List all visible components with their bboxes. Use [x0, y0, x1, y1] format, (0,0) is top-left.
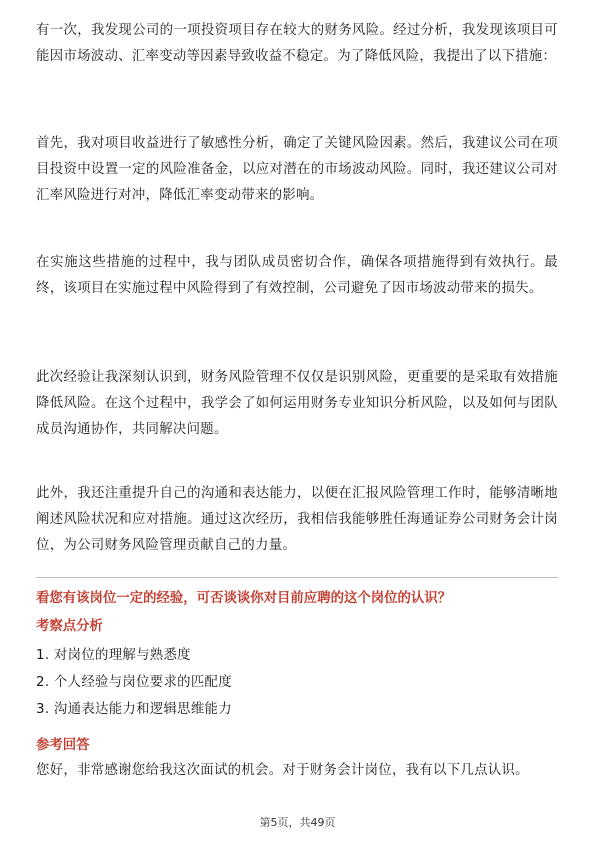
body-paragraph: 有一次，我发现公司的一项投资项目存在较大的财务风险。经过分析，我发现该项目可能因市场波动、汇率变动等因素导致收益不稳定。为了降低风险，我提出了以下措施：	[36, 23, 558, 64]
body-paragraph: 首先，我对项目收益进行了敏感性分析，确定了关键风险因素。然后，我建议公司在项目投资中设置一定的风险准备金，以应对潜在的市场波动风险。同时，我还建议公司对汇率风险进行对冲，降低汇率变动带来的影响。	[36, 136, 558, 203]
analysis-point: 3. 沟通表达能力和逻辑思维能力	[36, 702, 232, 717]
analysis-point: 1. 对岗位的理解与熟悉度	[36, 648, 191, 663]
page-number-footer: 第5页，共49页	[259, 816, 336, 829]
interview-question: 看您有该岗位一定的经验，可否谈谈你对目前应聘的这个岗位的认识？	[36, 591, 452, 606]
body-paragraph: 此外，我还注重提升自己的沟通和表达能力，以便在汇报风险管理工作时，能够清晰地阐述风险状况和应对措施。通过这次经历，我相信我能够胜任海通证券公司财务会计岗位，为公司财务风险管理贡献自己的力量。	[36, 486, 558, 553]
reference-answer-text: 您好，非常感谢您给我这次面试的机会。对于财务会计岗位，我有以下几点认识。	[36, 763, 529, 778]
reference-answer-heading: 参考回答	[36, 738, 90, 753]
analysis-heading: 考察点分析	[36, 619, 103, 634]
body-paragraph: 在实施这些措施的过程中，我与团队成员密切合作，确保各项措施得到有效执行。最终，该项目在实施过程中风险得到了有效控制，公司避免了因市场波动带来的损失。	[36, 255, 558, 296]
body-paragraph: 此次经验让我深刻认识到，财务风险管理不仅仅是识别风险，更重要的是采取有效措施降低风险。在这个过程中，我学会了如何运用财务专业知识分析风险，以及如何与团队成员沟通协作，共同解决问题。	[36, 370, 558, 437]
analysis-points-list	[36, 642, 232, 723]
analysis-point: 2. 个人经验与岗位要求的匹配度	[36, 675, 232, 690]
section-divider	[36, 577, 558, 578]
